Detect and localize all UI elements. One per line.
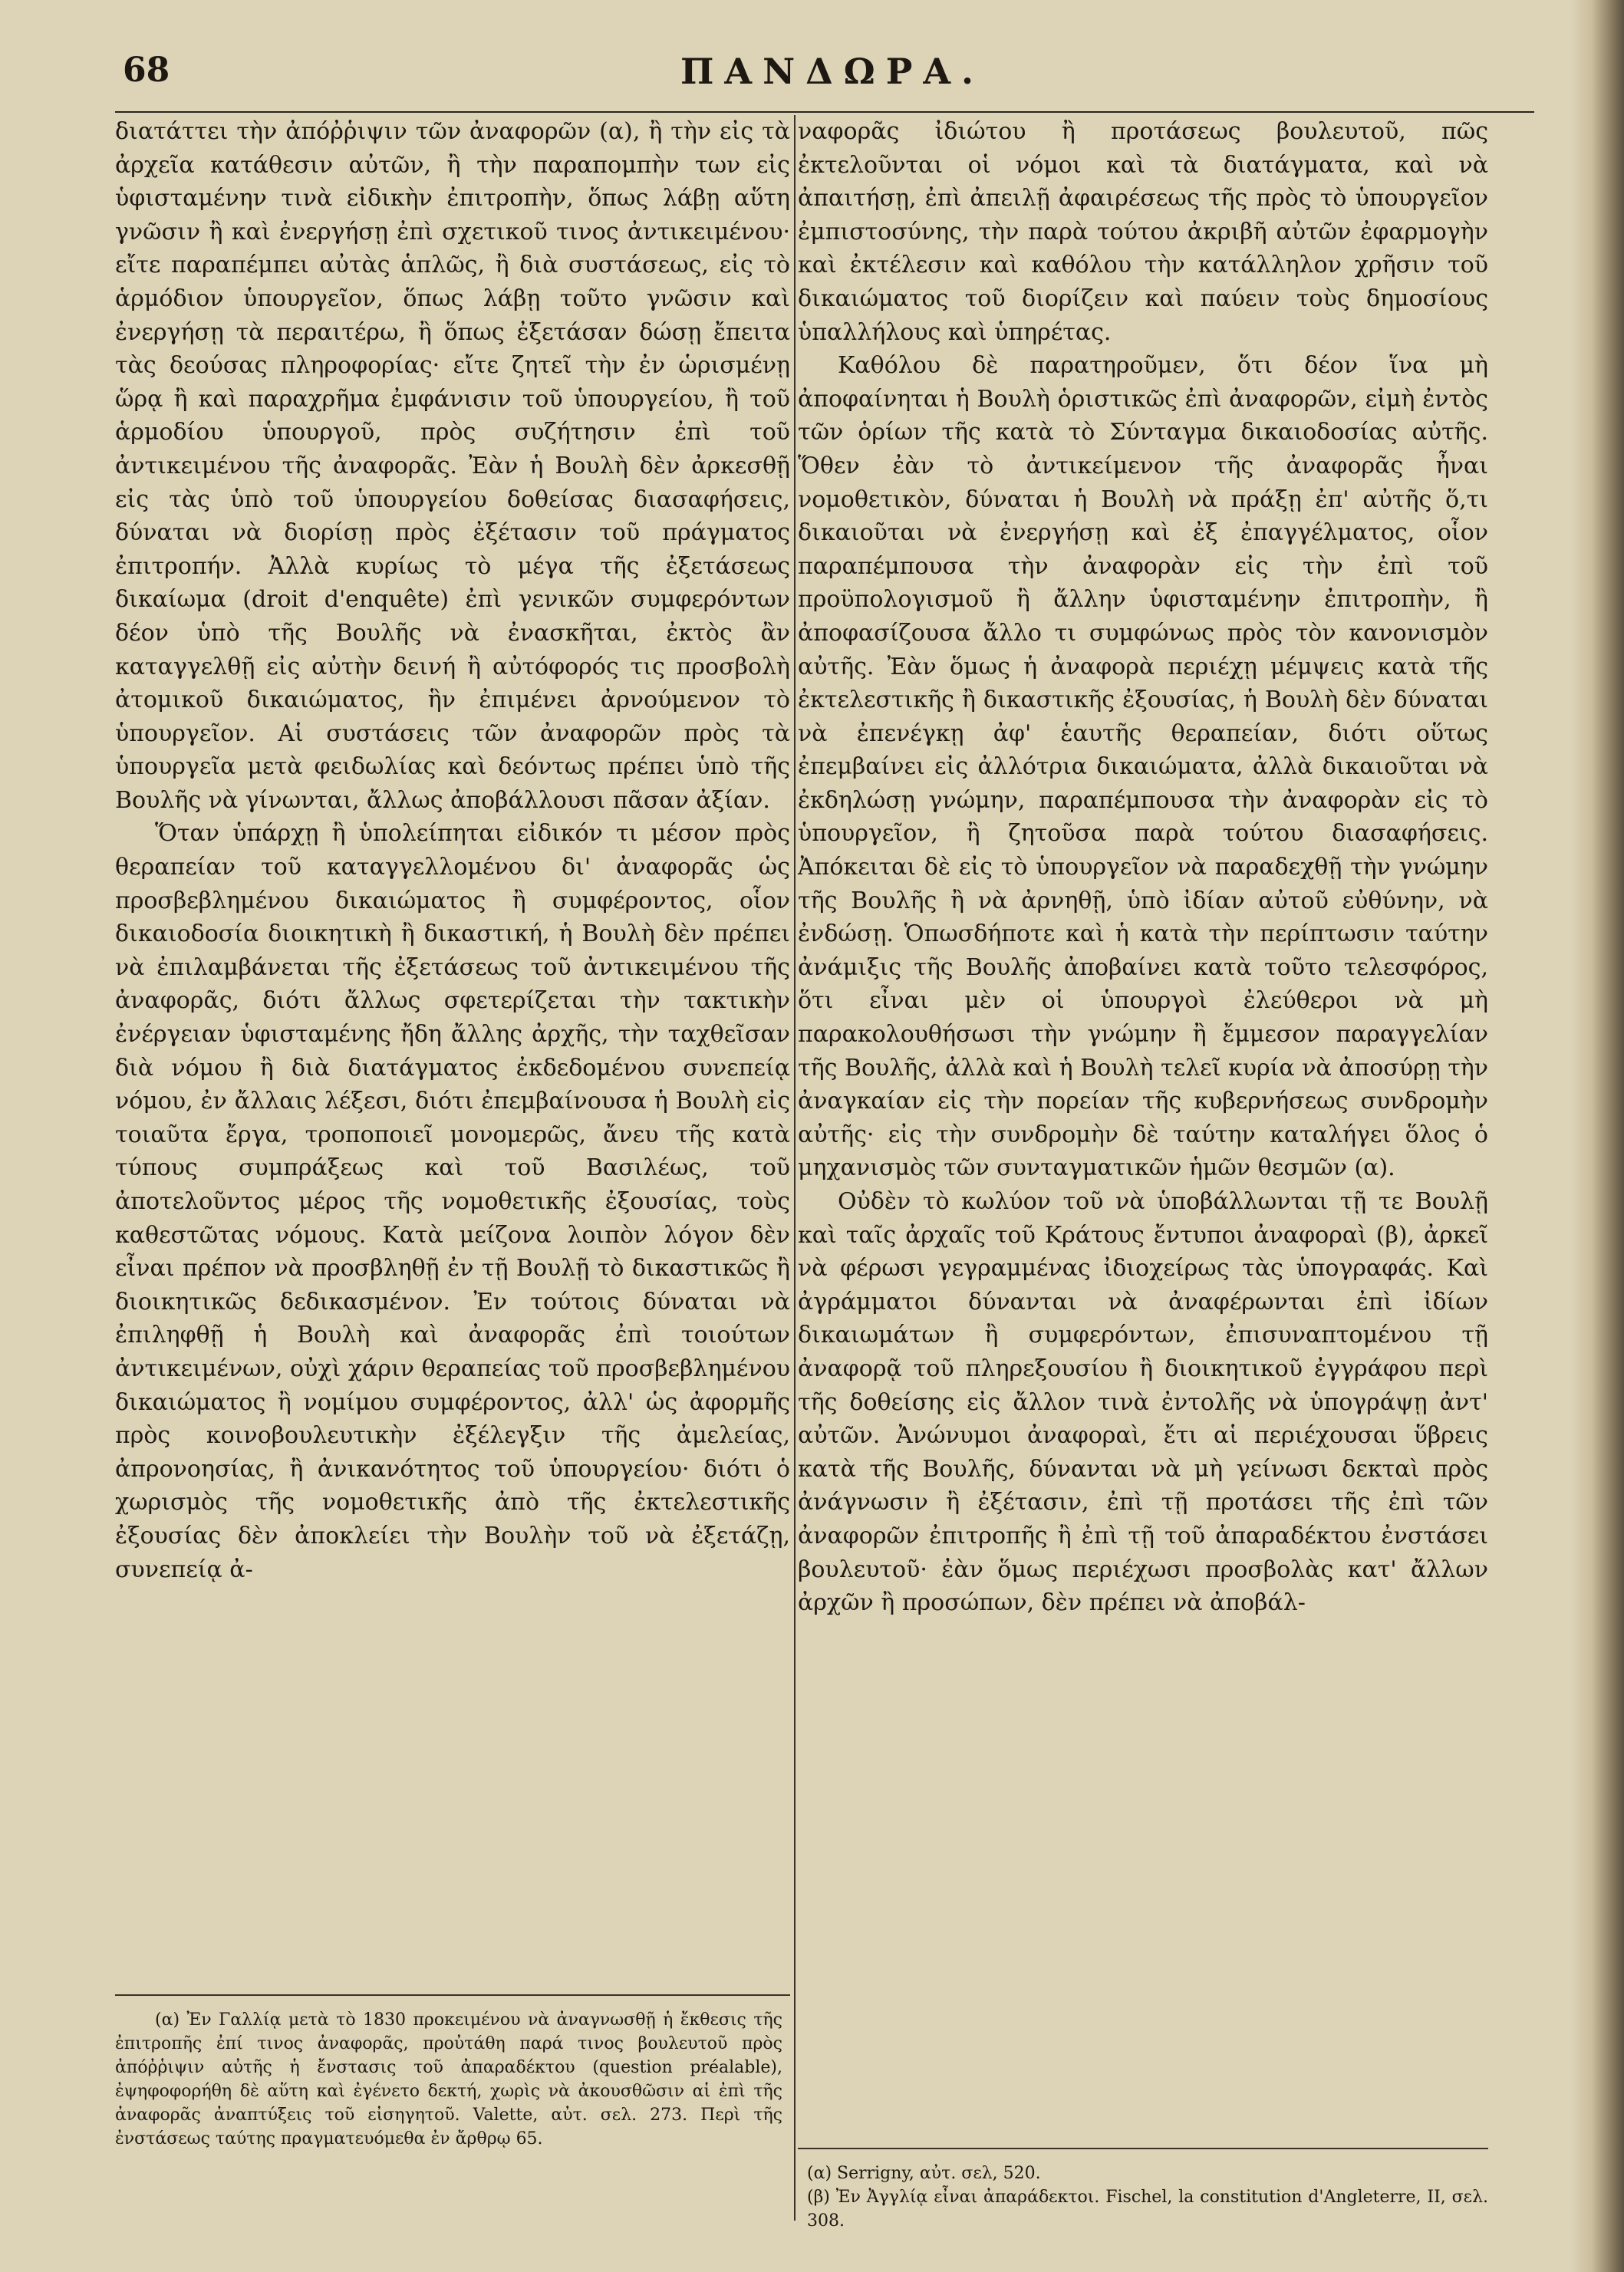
page-header (115, 51, 1550, 104)
running-title: ΠΑΝΔΩΡΑ. (680, 51, 985, 92)
footnote: (β) Ἐν Ἀγγλίᾳ εἶναι ἀπαράδεκτοι. Fischel, la constitution d'Angleterre, II, σελ. 308. (807, 2188, 1488, 2231)
footnote-rule-right (798, 2148, 1488, 2149)
header-rule (115, 111, 1534, 113)
footnotes-left (115, 2008, 782, 2151)
book-spine-shadow (1570, 0, 1624, 2272)
page-number: 68 (123, 51, 170, 90)
right-column (798, 115, 1488, 1620)
left-column (115, 115, 790, 1586)
paragraph: διατάττει τὴν ἀπόῤῥιψιν τῶν ἀναφορῶν (α), ἢ τὴν εἰς τὰ ἀρχεῖα κατάθεσιν αὐτῶν, ἢ τὴν παραπομπὴν των εἰς ὑφισταμένην τινὰ εἰδικὴν ἐπιτροπὴν, ὅπως λάβῃ αὕτη γνῶσιν ἢ καὶ ἐνεργήσῃ ἐπὶ σχετικοῦ τινος ἀντικειμένου· εἴτε παραπέμπει αὐτὰς ἁπλῶς, ἢ διὰ συστάσεως, εἰς τὸ ἁρμόδιον ὑπουργεῖον, ὅπως λάβῃ τοῦτο γνῶσιν καὶ ἐνεργήσῃ τὰ περαιτέρω, ἢ ὅπως ἐξετάσαν δώσῃ ἔπειτα τὰς δεούσας πληροφορίας· εἴτε ζητεῖ τὴν ἐν ὡρισμένῃ ὥρᾳ ἢ καὶ παραχρῆμα ἐμφάνισιν τοῦ ὑπουργείου, ἢ τοῦ ἁρμοδίου ὑπουργοῦ, πρὸς συζήτησιν ἐπὶ τοῦ ἀντικειμένου τῆς ἀναφορᾶς. Ἐὰν ἡ Βουλὴ δὲν ἀρκεσθῇ εἰς τὰς ὑπὸ τοῦ ὑπουργείου δοθείσας διασαφήσεις, δύναται νὰ διορίσῃ πρὸς ἐξέτασιν τοῦ πράγματος ἐπιτροπήν. Ἀλλὰ κυρίως τὸ μέγα τῆς ἐξετάσεως δικαίωμα (droit d'enquête) ἐπὶ γενικῶν συμφερόντων δέον ὑπὸ τῆς Βουλῆς νὰ ἐνασκῆται, ἐκτὸς ἂν καταγγελθῇ εἰς αὐτὴν δεινή ἢ αὐτόφορός τις προσβολὴ ἀτομικοῦ δικαιώματος, ἣν ἐπιμένει ἀρνούμενον τὸ ὑπουργεῖον. Αἱ συστάσεις τῶν ἀναφορῶν πρὸς τὰ ὑπουργεῖα μετὰ φειδωλίας καὶ δεόντως πρέπει ὑπὸ τῆς Βουλῆς νὰ γίνωνται, ἄλλως ἀποβάλλουσι πᾶσαν ἀξίαν. (115, 118, 790, 814)
paragraph: Οὐδὲν τὸ κωλύον τοῦ νὰ ὑποβάλλωνται τῇ τε Βουλῇ καὶ ταῖς ἀρχαῖς τοῦ Κράτους ἔντυποι ἀναφοραὶ (β), ἀρκεῖ νὰ φέρωσι γεγραμμένας ἰδιοχείρως τὰς ὑπογραφάς. Καὶ ἀγράμματοι δύνανται νὰ ἀναφέρωνται ἐπὶ ἰδίων δικαιωμάτων ἢ συμφερόντων, ἐπισυναπτομένου τῇ ἀναφορᾷ τοῦ πληρεξουσίου ἢ διοικητικοῦ ἐγγράφου περὶ τῆς δοθείσης εἰς ἄλλον τινὰ ἐντολῆς νὰ ὑπογράψῃ ἀντ' αὐτῶν. Ἀνώνυμοι ἀναφοραὶ, ἔτι αἱ περιέχουσαι ὕβρεις κατὰ τῆς Βουλῆς, δύνανται νὰ μὴ γείνωσι δεκταὶ πρὸς ἀνάγνωσιν ἢ ἐξέτασιν, ἐπὶ τῇ προτάσει τῆς ἐπὶ τῶν ἀναφορῶν ἐπιτροπῆς ἢ ἐπὶ τῇ τοῦ ἀπαραδέκτου ἐνστάσει βουλευτοῦ· ἐὰν ὅμως περιέχωσι προσβολὰς κατ' ἄλλων ἀρχῶν ἢ προσώπων, δὲν πρέπει νὰ ἀποβάλ- (798, 1188, 1488, 1617)
footnote-rule-left (115, 1994, 790, 1996)
paragraph: Ὅταν ὑπάρχῃ ἢ ὑπολείπηται εἰδικόν τι μέσον πρὸς θεραπείαν τοῦ καταγγελλομένου δι' ἀναφορᾶς ὡς προσβεβλημένου δικαιώματος ἢ συμφέροντος, οἷον δικαιοδοσία διοικητικὴ ἢ δικαστική, ἡ Βουλὴ δὲν πρέπει νὰ ἐπιλαμβάνεται τῆς ἐξετάσεως τοῦ ἀντικειμένου τῆς ἀναφορᾶς, διότι ἄλλως σφετερίζεται τὴν τακτικὴν ἐνέργειαν ὑφισταμένης ἤδη ἄλλης ἀρχῆς, τὴν ταχθεῖσαν διὰ νόμου ἢ διὰ διατάγματος ἐκδεδομένου συνεπείᾳ νόμου, ἐν ἄλλαις λέξεσι, διότι ἐπεμβαίνουσα ἡ Βουλὴ εἰς τοιαῦτα ἔργα, τροποποιεῖ μονομερῶς, ἄνευ τῆς κατὰ τύπους συμπράξεως καὶ τοῦ Βασιλέως, τοῦ ἀποτελοῦντος μέρος τῆς νομοθετικῆς ἐξουσίας, τοὺς καθεστῶτας νόμους. Κατὰ μείζονα λοιπὸν λόγον δὲν εἶναι πρέπον νὰ προσβληθῇ ἐν τῇ Βουλῇ τὸ δικαστικῶς ἢ διοικητικῶς δεδικασμένον. Ἐν τούτοις δύναται νὰ ἐπιληφθῇ ἡ Βουλὴ καὶ ἀναφορᾶς ἐπὶ τοιούτων ἀντικειμένων, οὐχὶ χάριν θεραπείας τοῦ προσβεβλημένου δικαιώματος ἢ νομίμου συμφέροντος, ἀλλ' ὡς ἀφορμῆς πρὸς κοινοβουλευτικὴν ἐξέλεγξιν τῆς ἀμελείας, ἀπρονοησίας, ἢ ἀνικανότητος τοῦ ὑπουργείου· διότι ὁ χωρισμὸς τῆς νομοθετικῆς ἀπὸ τῆς ἐκτελεστικῆς ἐξουσίας δὲν ἀποκλείει τὴν Βουλὴν τοῦ νὰ ἐξετάζῃ, συνεπείᾳ ἀ- (115, 820, 790, 1583)
paragraph: ναφορᾶς ἰδιώτου ἢ προτάσεως βουλευτοῦ, πῶς ἐκτελοῦνται οἱ νόμοι καὶ τὰ διατάγματα, καὶ νὰ ἀπαιτήσῃ, ἐπὶ ἀπειλῇ ἀφαιρέσεως τῆς πρὸς τὸ ὑπουργεῖον ἐμπιστοσύνης, τὴν παρὰ τούτου ἀκριβῆ αὐτῶν ἐφαρμογὴν καὶ ἐκτέλεσιν καὶ καθόλου τὴν κατάλληλον χρῆσιν τοῦ δικαιώματος τοῦ διορίζειν καὶ παύειν τοὺς δημοσίους ὑπαλλήλους καὶ ὑπηρέτας. (798, 118, 1488, 346)
footnotes-right (807, 2162, 1488, 2233)
footnote: (α) Serrigny, αὐτ. σελ, 520. (807, 2164, 1041, 2183)
paragraph: Καθόλου δὲ παρατηροῦμεν, ὅτι δέον ἵνα μὴ ἀποφαίνηται ἡ Βουλὴ ὁριστικῶς ἐπὶ ἀναφορῶν, εἰμὴ ἐντὸς τῶν ὁρίων τῆς κατὰ τὸ Σύνταγμα δικαιοδοσίας αὐτῆς. Ὅθεν ἐὰν τὸ ἀντικείμενον τῆς ἀναφορᾶς ἦναι νομοθετικὸν, δύναται ἡ Βουλὴ νὰ πράξῃ ἐπ' αὐτῆς ὅ,τι δικαιοῦται νὰ ἐνεργήσῃ καὶ ἐξ ἐπαγγέλματος, οἷον παραπέμπουσα τὴν ἀναφορὰν εἰς τὴν ἐπὶ τοῦ προϋπολογισμοῦ ἢ ἄλλην ὑφισταμένην ἐπιτροπὴν, ἢ ἀποφασίζουσα ἄλλο τι συμφώνως πρὸς τὸν κανονισμὸν αὐτῆς. Ἐὰν ὅμως ἡ ἀναφορὰ περιέχῃ μέμψεις κατὰ τῆς ἐκτελεστικῆς ἢ δικαστικῆς ἐξουσίας, ἡ Βουλὴ δὲν δύναται νὰ ἐπενέγκῃ ἀφ' ἑαυτῆς θεραπείαν, διότι οὕτως ἐπεμβαίνει εἰς ἀλλότρια δικαιώματα, ἀλλὰ δικαιοῦται νὰ ἐκδηλώσῃ γνώμην, παραπέμπουσα τὴν ἀναφορὰν εἰς τὸ ὑπουργεῖον, ἢ ζητοῦσα παρὰ τούτου διασαφήσεις. Ἀπόκειται δὲ εἰς τὸ ὑπουργεῖον νὰ παραδεχθῇ τὴν γνώμην τῆς Βουλῆς ἢ νὰ ἀρνηθῇ, ὑπὸ ἰδίαν αὐτοῦ εὐθύνην, νὰ ἐνδώσῃ. Ὁπωσδήποτε καὶ ἡ κατὰ τὴν περίπτωσιν ταύτην ἀνάμιξις τῆς Βουλῆς ἀποβαίνει κατὰ τοῦτο τελεσφόρος, ὅτι εἶναι μὲν οἱ ὑπουργοὶ ἐλεύθεροι νὰ μὴ παρακολουθήσωσι τὴν γνώμην ἢ ἔμμεσον παραγγελίαν τῆς Βουλῆς, ἀλλὰ καὶ ἡ Βουλὴ τελεῖ κυρία νὰ ἀποσύρῃ τὴν ἀναγκαίαν εἰς τὴν πορείαν τῆς κυβερνήσεως συνδρομὴν αὐτῆς· εἰς τὴν συνδρομὴν δὲ ταύτην καταλήγει ὅλος ὁ μηχανισμὸς τῶν συνταγματικῶν ἡμῶν θεσμῶν (α). (798, 352, 1488, 1182)
footnote: (α) Ἐν Γαλλίᾳ μετὰ τὸ 1830 προκειμένου νὰ ἀναγνωσθῇ ἡ ἔκθεσις τῆς ἐπιτροπῆς ἐπί τινος ἀναφορᾶς, προὐτάθη παρά τινος βουλευτοῦ πρὸς ἀπόῤῥιψιν αὐτῆς ἡ ἔνστασις τοῦ ἀπαραδέκτου (question préalable), ἐψηφοφορήθη δὲ αὕτη καὶ ἐγένετο δεκτή, χωρὶς νὰ ἀκουσθῶσιν αἱ ἐπὶ τῆς ἀναφορᾶς ἀναπτύξεις τοῦ εἰσηγητοῦ. Valette, αὐτ. σελ. 273. Περὶ τῆς ἐνστάσεως ταύτης πραγματευόμεθα ἐν ἄρθρῳ 65. (115, 2010, 782, 2149)
column-divider (794, 115, 796, 2221)
